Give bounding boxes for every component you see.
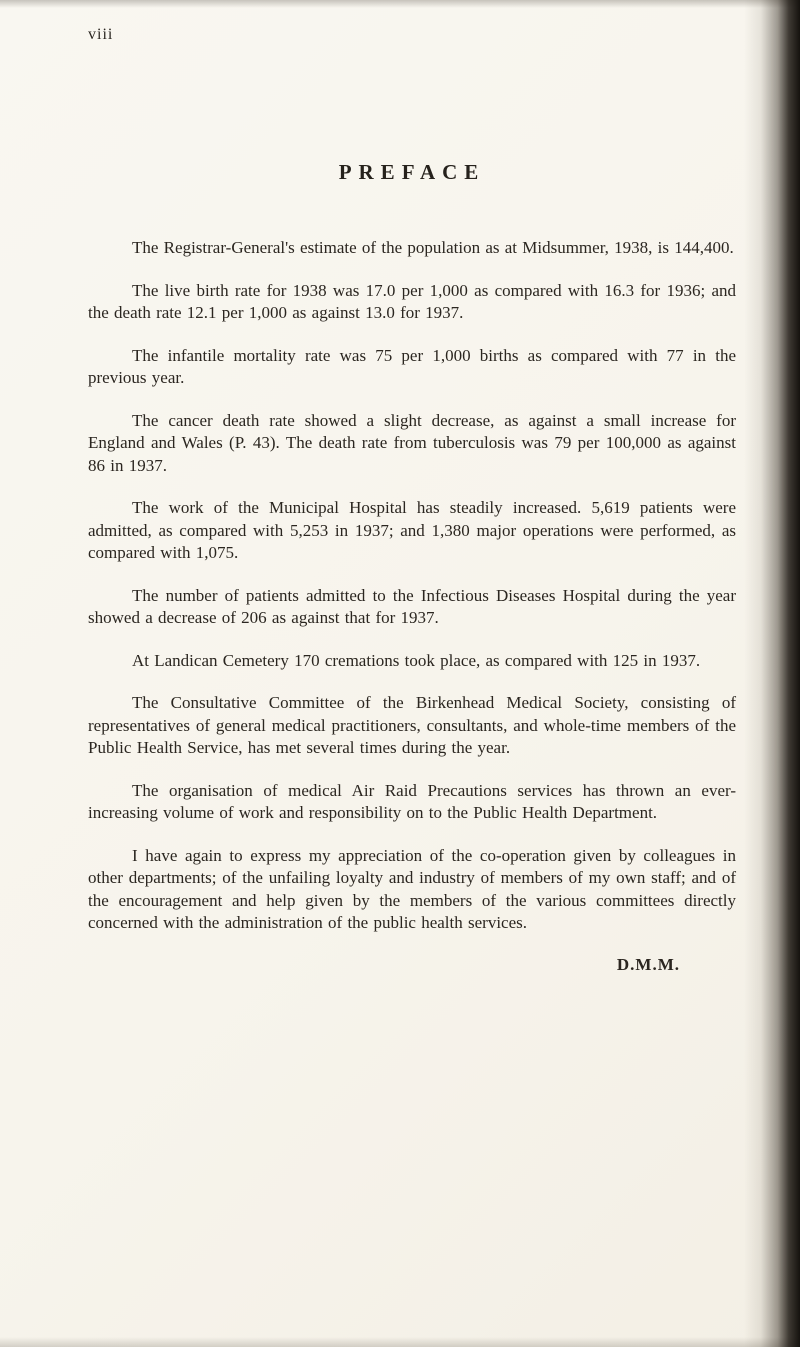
scan-edge-right-shadow [744, 0, 800, 1347]
paragraph: The organisation of medical Air Raid Precautions services has thrown an ever-increasing volume of work and responsibility on to the Public Health Department. [88, 780, 736, 822]
paragraph: The Registrar-General's estimate of the population as at Midsummer, 1938, is 144,400. [132, 238, 734, 257]
page-content [88, 0, 736, 975]
scan-edge-bottom-shadow [0, 1337, 800, 1347]
signature: D.M.M. [616, 954, 680, 974]
paragraph: The cancer death rate showed a slight decrease, as against a small increase for England and Wales (P. 43). The death rate from tuberculosis was 79 per 100,000 as against 86 in 1937. [88, 410, 736, 475]
page-number: viii [88, 26, 114, 43]
paragraph: The Consultative Committee of the Birkenhead Medical Society, consisting of representatives of general medical practitioners, consultants, and whole-time members of the Public Health Service, has met several times during the year. [88, 693, 736, 757]
paragraph: The number of patients admitted to the Infectious Diseases Hospital during the year showed a decrease of 206 as against that for 1937. [88, 585, 736, 627]
paragraph: At Landican Cemetery 170 cremations took place, as compared with 125 in 1937. [132, 650, 701, 670]
paragraph: The live birth rate for 1938 was 17.0 per 1,000 as compared with 16.3 for 1936; and the death rate 12.1 per 1,000 as against 13.0 for 1937. [88, 280, 736, 322]
page-title: PREFACE [338, 160, 486, 184]
preface-body [88, 237, 736, 935]
paragraph: I have again to express my appreciation of the co-operation given by colleagues in other departments; of the unfailing loyalty and industry of members of my own staff; and of the encouragement and help given by the members of the various committees directly concerned with the administration of the public health services. [88, 845, 736, 932]
paragraph: The infantile mortality rate was 75 per 1,000 births as compared with 77 in the previous year. [88, 345, 736, 387]
paragraph: The work of the Municipal Hospital has steadily increased. 5,619 patients were admitted, as compared with 5,253 in 1937; and 1,380 major operations were performed, as compared with 1,075. [88, 498, 736, 562]
